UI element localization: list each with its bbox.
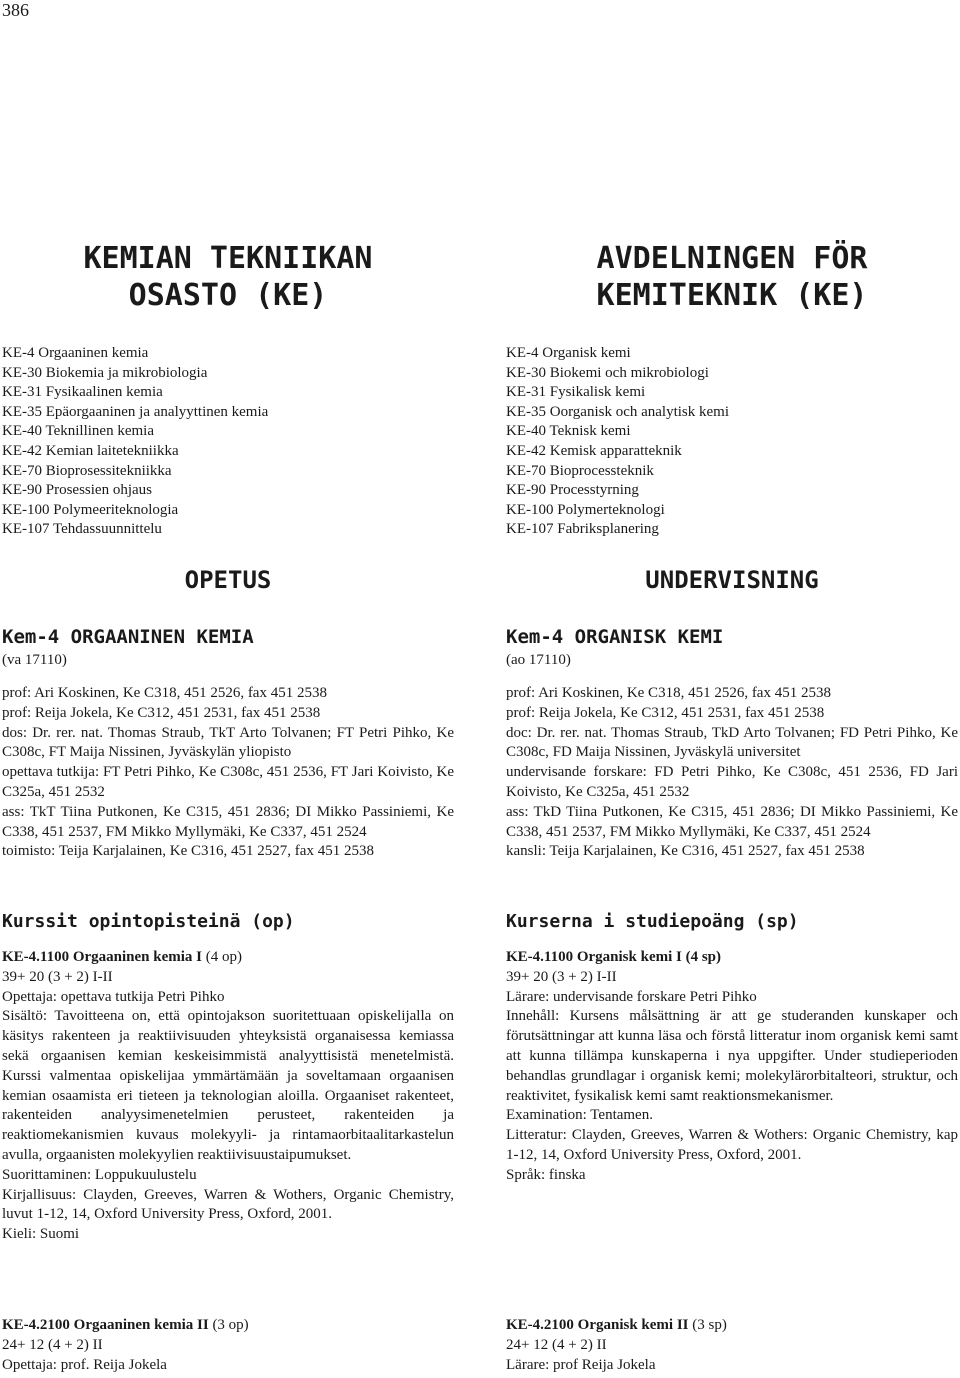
list-item: KE-35 Epäorgaaninen ja analyyttinen kemia	[2, 403, 269, 420]
list-item: KE-100 Polymeeriteknologia	[2, 501, 179, 518]
course-hours: 39+ 20 (3 + 2) I-II	[506, 968, 617, 985]
list-item: KE-30 Biokemia ja mikrobiologia	[2, 364, 208, 381]
list-item: KE-40 Teknillinen kemia	[2, 423, 154, 440]
heading-line: KEMIAN TEKNIIKAN	[83, 241, 373, 276]
course1-fi	[2, 948, 454, 1245]
course-teacher: Lärare: prof Reija Jokela	[506, 1356, 656, 1373]
course-language: Kieli: Suomi	[2, 1226, 80, 1243]
course-credits: (3 sp)	[688, 1317, 727, 1333]
course-teacher: Opettaja: prof. Reija Jokela	[2, 1356, 167, 1373]
course-hours: 39+ 20 (3 + 2) I-II	[2, 968, 113, 985]
programme-list-fi	[2, 344, 268, 540]
list-item: KE-35 Oorganisk och analytisk kemi	[506, 403, 730, 420]
list-item: KE-70 Bioprocessteknik	[506, 462, 654, 479]
staff-entry: prof: Reija Jokela, Ke C312, 451 2531, fax 451 2538	[506, 704, 825, 721]
list-item: KE-70 Bioprosessitekniikka	[2, 462, 172, 479]
course-credits: (4 op)	[202, 949, 243, 965]
course-literature: Litteratur: Clayden, Greeves, Warren & Wothers: Organic Chemistry, kap 1-12, 14, Oxford University Press, Oxford, 2001.	[506, 1127, 958, 1163]
course-code: KE-4.2100 Orgaaninen kemia II	[2, 1317, 209, 1333]
course-content: Sisältö: Tavoitteena on, että opintojakson suoritettuaan opiskelijalla on käsitys rakenteen ja reaktiivisuuden yhteyksistä organaisessa kemiassa sekä orgaanisen kemian keskeisimmistä analyyttisistä menetelmistä. Kurssi valmentaa opiskelijaa ymmärtämään ja soveltamaan orgaanisen kemian osaamista eri tieteen ja teknologian aloilla. Orgaaniset rakenteet, rakenteiden analyysimenetelmien perusteet, rakenteiden ja reaktiomekanismien kuvaus molekyyli- ja rintamaorbitaalitarkastelun avulla, orgaanisten molekyylien reaktiivisuustaipumukset.	[2, 1008, 454, 1163]
course-teacher: Lärare: undervisande forskare Petri Pihko	[506, 988, 757, 1005]
list-item: KE-42 Kemian laitetekniikka	[2, 442, 179, 459]
staff-entry: ass: TkT Tiina Putkonen, Ke C315, 451 2836; DI Mikko Passiniemi, Ke C338, 451 2537, FM Mikko Myllymäki, Ke C337, 451 2524	[2, 803, 454, 840]
staff-entry: toimisto: Teija Karjalainen, Ke C316, 451 2527, fax 451 2538	[2, 843, 374, 860]
staff-entry: kansli: Teija Karjalainen, Ke C316, 451 2527, fax 451 2538	[506, 843, 865, 860]
list-item: KE-90 Processtyrning	[506, 482, 639, 499]
course-examination: Examination: Tentamen.	[506, 1107, 653, 1124]
staff-entry: doc: Dr. rer. nat. Thomas Straub, TkD Arto Tolvanen; FD Petri Pihko, Ke C308c, FD Maija Nissinen, Jyväskylä universitet	[506, 724, 958, 761]
staff-entry: undervisande forskare: FD Petri Pihko, Ke C308c, 451 2536, FD Jari Koivisto, Ke C325a, 451 2532	[506, 764, 958, 800]
course-title	[506, 948, 958, 968]
list-item: KE-40 Teknisk kemi	[506, 423, 631, 440]
course-code: KE-4.1100 Orgaaninen kemia I	[2, 949, 203, 965]
list-item: KE-31 Fysikaalinen kemia	[2, 384, 163, 401]
course-hours: 24+ 12 (4 + 2) II	[2, 1336, 103, 1353]
staff-entry: dos: Dr. rer. nat. Thomas Straub, TkT Arto Tolvanen; FT Petri Pihko, Ke C308c, FT Maija Nissinen, Jyväskylän yliopisto	[2, 724, 454, 761]
list-item: KE-31 Fysikalisk kemi	[506, 384, 646, 401]
page-number: 386	[2, 0, 29, 20]
list-item: KE-4 Organisk kemi	[506, 345, 631, 361]
staff-list-sv	[506, 684, 958, 862]
staff-entry: prof: Ari Koskinen, Ke C318, 451 2526, fax 451 2538	[2, 685, 327, 701]
staff-list-fi	[2, 684, 454, 862]
course1-sv	[506, 948, 958, 1186]
department-heading-sv	[506, 240, 958, 314]
course-teacher: Opettaja: opettava tutkija Petri Pihko	[2, 988, 225, 1005]
course-code-note-sv: (ao 17110)	[506, 652, 571, 668]
staff-entry: opettava tutkija: FT Petri Pihko, Ke C308c, 451 2536, FT Jari Koivisto, Ke C325a, 451 2532	[2, 764, 454, 800]
section-title-fi: OPETUS	[184, 566, 272, 594]
course-heading-sv: Kem-4 ORGANISK KEMI	[506, 626, 724, 648]
courses-heading-fi: Kurssit opintopisteinä (op)	[2, 911, 295, 932]
heading-line: KEMITEKNIK (KE)	[596, 278, 868, 313]
course-heading-fi: Kem-4 ORGAANINEN KEMIA	[2, 626, 254, 648]
course2-sv	[506, 1316, 958, 1375]
list-item: KE-4 Orgaaninen kemia	[2, 345, 149, 361]
course-content: Innehåll: Kursens målsättning är att ge studeranden kunskaper och förutsättningar att kunna läsa och förstå litteratur inom organisk kemi samt att kunna tillämpa kunskaperna i nya uppgifter. Under studieperioden behandlas grundlagar i organisk kemi; molekylärorbitalteori, struktur, och reaktivitet, fysikalisk kemi samt reaktionsmekanismer.	[506, 1008, 958, 1104]
staff-entry: ass: TkD Tiina Putkonen, Ke C315, 451 2836; DI Mikko Passiniemi, Ke C338, 451 2537, FM Mikko Myllymäki, Ke C337, 451 2524	[506, 803, 958, 840]
list-item: KE-100 Polymerteknologi	[506, 501, 665, 518]
course-code: KE-4.1100 Organisk kemi I (4 sp)	[506, 949, 722, 965]
courses-heading-sv: Kurserna i studiepoäng (sp)	[506, 911, 799, 932]
list-item: KE-30 Biokemi och mikrobiologi	[506, 364, 709, 381]
course-code-note-fi: (va 17110)	[2, 652, 67, 668]
section-title-sv: UNDERVISNING	[645, 566, 819, 594]
staff-entry: prof: Ari Koskinen, Ke C318, 451 2526, fax 451 2538	[506, 685, 831, 701]
course-title	[2, 1316, 454, 1336]
course-literature: Kirjallisuus: Clayden, Greeves, Warren & Wothers, Organic Chemistry, luvut 1-12, 14, Oxford University Press, Oxford, 2001.	[2, 1186, 454, 1223]
list-item: KE-107 Tehdassuunnittelu	[2, 521, 162, 538]
department-heading-fi	[2, 240, 454, 314]
programme-list-sv	[506, 344, 729, 540]
course-code: KE-4.2100 Organisk kemi II	[506, 1317, 689, 1333]
staff-entry: prof: Reija Jokela, Ke C312, 451 2531, fax 451 2538	[2, 704, 321, 721]
course-credits: (3 op)	[208, 1317, 249, 1333]
course2-fi	[2, 1316, 454, 1375]
list-item: KE-107 Fabriksplanering	[506, 521, 659, 538]
course-hours: 24+ 12 (4 + 2) II	[506, 1336, 607, 1353]
list-item: KE-42 Kemisk apparatteknik	[506, 442, 682, 459]
course-title	[506, 1316, 958, 1336]
course-completion: Suorittaminen: Loppukuulustelu	[2, 1166, 197, 1183]
heading-line: AVDELNINGEN FÖR	[596, 241, 868, 276]
list-item: KE-90 Prosessien ohjaus	[2, 482, 152, 499]
heading-line: OSASTO (KE)	[128, 278, 328, 313]
course-title	[2, 948, 454, 968]
course-language: Språk: finska	[506, 1166, 586, 1183]
